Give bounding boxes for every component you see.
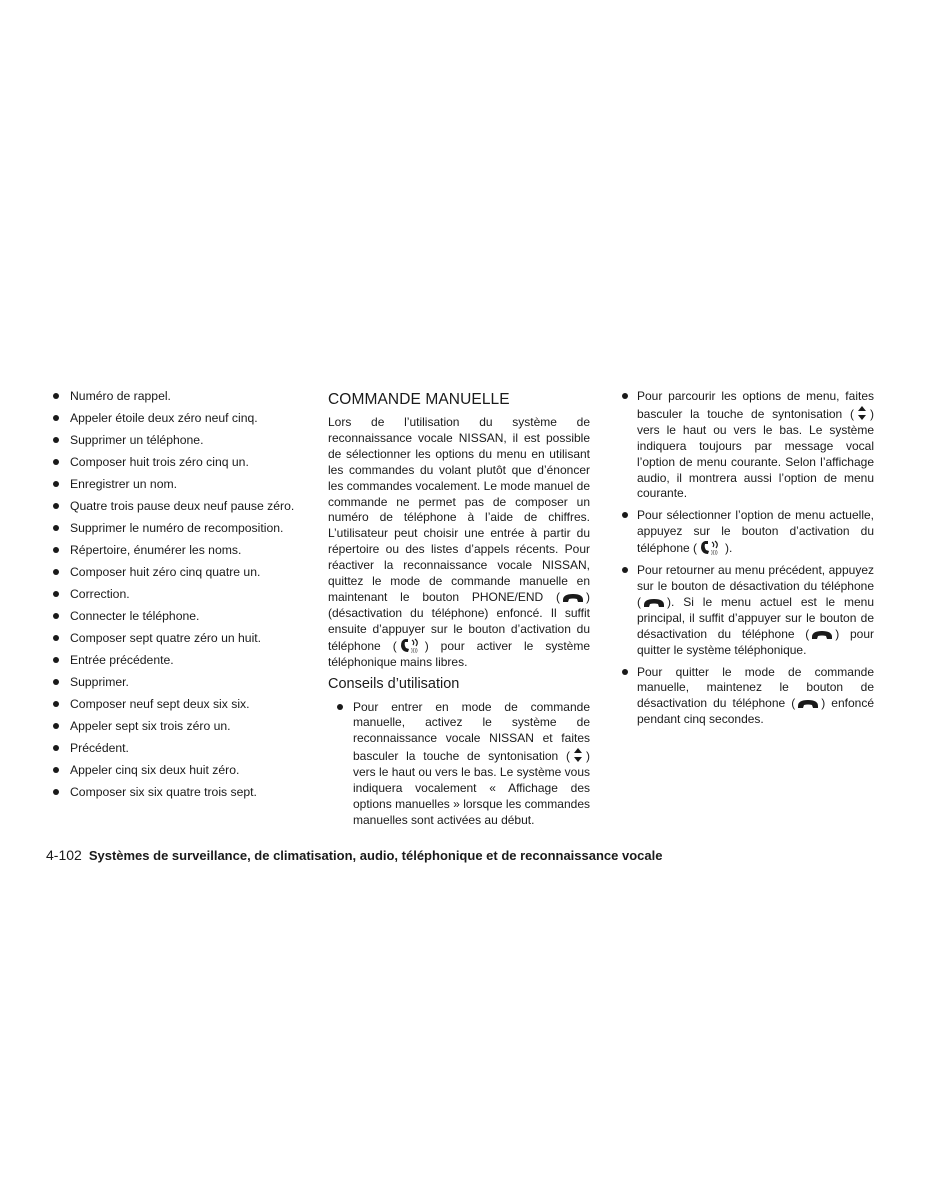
list-item: Composer sept quatre zéro un huit. <box>50 631 312 653</box>
list-item: Précédent. <box>50 741 312 763</box>
tip-text: Pour sélectionner l’option de menu actuelle, appuyez sur le bouton d’activation du téléphone ( <box>637 508 874 556</box>
phone-end-icon <box>562 592 584 604</box>
phone-end-icon <box>643 597 665 609</box>
tips-list-continued <box>620 389 874 728</box>
tuning-switch-icon <box>856 405 868 421</box>
command-list-column <box>50 389 312 807</box>
phone-talk-icon <box>699 540 723 555</box>
list-item: Appeler étoile deux zéro neuf cinq. <box>50 411 312 433</box>
list-item <box>620 508 874 557</box>
tip-text: ) vers le haut ou vers le bas. Le système indiquera toujours par message vocal l’option de menu courante. Selon l’affichage audio, il montrera aussi l’option de menu courante. <box>637 406 874 501</box>
list-item: Composer huit zéro cinq quatre un. <box>50 565 312 587</box>
tips-subheading: Conseils d’utilisation <box>328 675 460 692</box>
svg-text:)))): )))) <box>711 550 718 556</box>
list-item: Composer six six quatre trois sept. <box>50 785 312 807</box>
list-item: Entrée précédente. <box>50 653 312 675</box>
list-item: Composer neuf sept deux six six. <box>50 697 312 719</box>
list-item: Composer huit trois zéro cinq un. <box>50 455 312 477</box>
phone-end-icon <box>797 698 819 710</box>
list-item: Appeler sept six trois zéro un. <box>50 719 312 741</box>
list-item: Quatre trois pause deux neuf pause zéro. <box>50 499 312 521</box>
phone-talk-icon <box>399 638 423 653</box>
manual-command-column <box>328 389 590 835</box>
tuning-switch-icon <box>572 747 584 763</box>
tips-continued-column <box>620 389 874 734</box>
tips-list <box>328 700 590 829</box>
tip-text: Pour quitter le mode de commande manuelle, maintenez le bouton de désactivation du téléphone ( <box>637 664 874 711</box>
paragraph-text: Lors de l’utilisation du système de reconnaissance vocale NISSAN, il est possible de sélectionner les options du menu en utilisant les commandes du volant plutôt que d’énoncer les commandes vocalement. Le mode manuel de commande ne permet pas de composer un numéro de téléphone à l’aide de chiffres. L’utilisateur peut choisir une entrée à partir du répertoire ou des listes d’appels récents. Pour réactiver la reconnaissance vocale NISSAN, quittez le mode de commande manuelle en maintenant le bouton PHONE/END ( <box>328 415 590 604</box>
phone-end-icon <box>811 629 833 641</box>
list-item <box>620 665 874 729</box>
list-item: Enregistrer un nom. <box>50 477 312 499</box>
tip-text: Pour parcourir les options de menu, faites basculer la touche de syntonisation ( <box>637 389 874 421</box>
tip-text: ). Si le menu actuel est le menu principal, il suffit d’appuyer sur le bouton de désactivation du téléphone ( <box>637 594 874 641</box>
svg-text:)))): )))) <box>410 647 418 653</box>
list-item: Supprimer. <box>50 675 312 697</box>
tip-text: ) pour quitter le système téléphonique. <box>637 626 874 657</box>
manual-command-paragraph <box>328 415 590 671</box>
command-list <box>50 389 312 807</box>
tip-text: ) vers le haut ou vers le bas. Le système vous indiquera vocalement « Affichage des options manuelles » lorsque les commandes manuelles sont activées au début. <box>353 749 590 827</box>
page-number: 4-102 <box>46 847 82 863</box>
list-item: Appeler cinq six deux huit zéro. <box>50 763 312 785</box>
section-heading: COMMANDE MANUELLE <box>328 391 510 408</box>
list-item: Numéro de rappel. <box>50 389 312 411</box>
paragraph-text: ) pour activer le système téléphonique mains libres. <box>328 638 591 669</box>
list-item: Correction. <box>50 587 312 609</box>
list-item: Connecter le téléphone. <box>50 609 312 631</box>
tip-text: ) enfoncé pendant cinq secondes. <box>637 696 874 727</box>
list-item <box>620 389 874 502</box>
list-item: Supprimer un téléphone. <box>50 433 312 455</box>
list-item: Répertoire, énumérer les noms. <box>50 543 312 565</box>
tip-text: ). <box>725 541 733 556</box>
list-item <box>620 563 874 658</box>
tip-text: Pour entrer en mode de commande manuelle, activez le système de reconnaissance vocale NISSAN et faites basculer la touche de syntonisation ( <box>353 699 590 764</box>
tip-text: Pour retourner au menu précédent, appuyez sur le bouton de désactivation du téléphone ( <box>637 563 874 609</box>
list-item <box>328 700 590 829</box>
chapter-title: Systèmes de surveillance, de climatisation, audio, téléphonique et de reconnaissance vocale <box>88 848 663 863</box>
paragraph-text: ) (désactivation du téléphone) enfoncé. Il suffit ensuite d’appuyer sur le bouton d’activation du téléphone ( <box>328 589 590 653</box>
page-footer <box>46 847 662 863</box>
list-item: Supprimer le numéro de recomposition. <box>50 521 312 543</box>
